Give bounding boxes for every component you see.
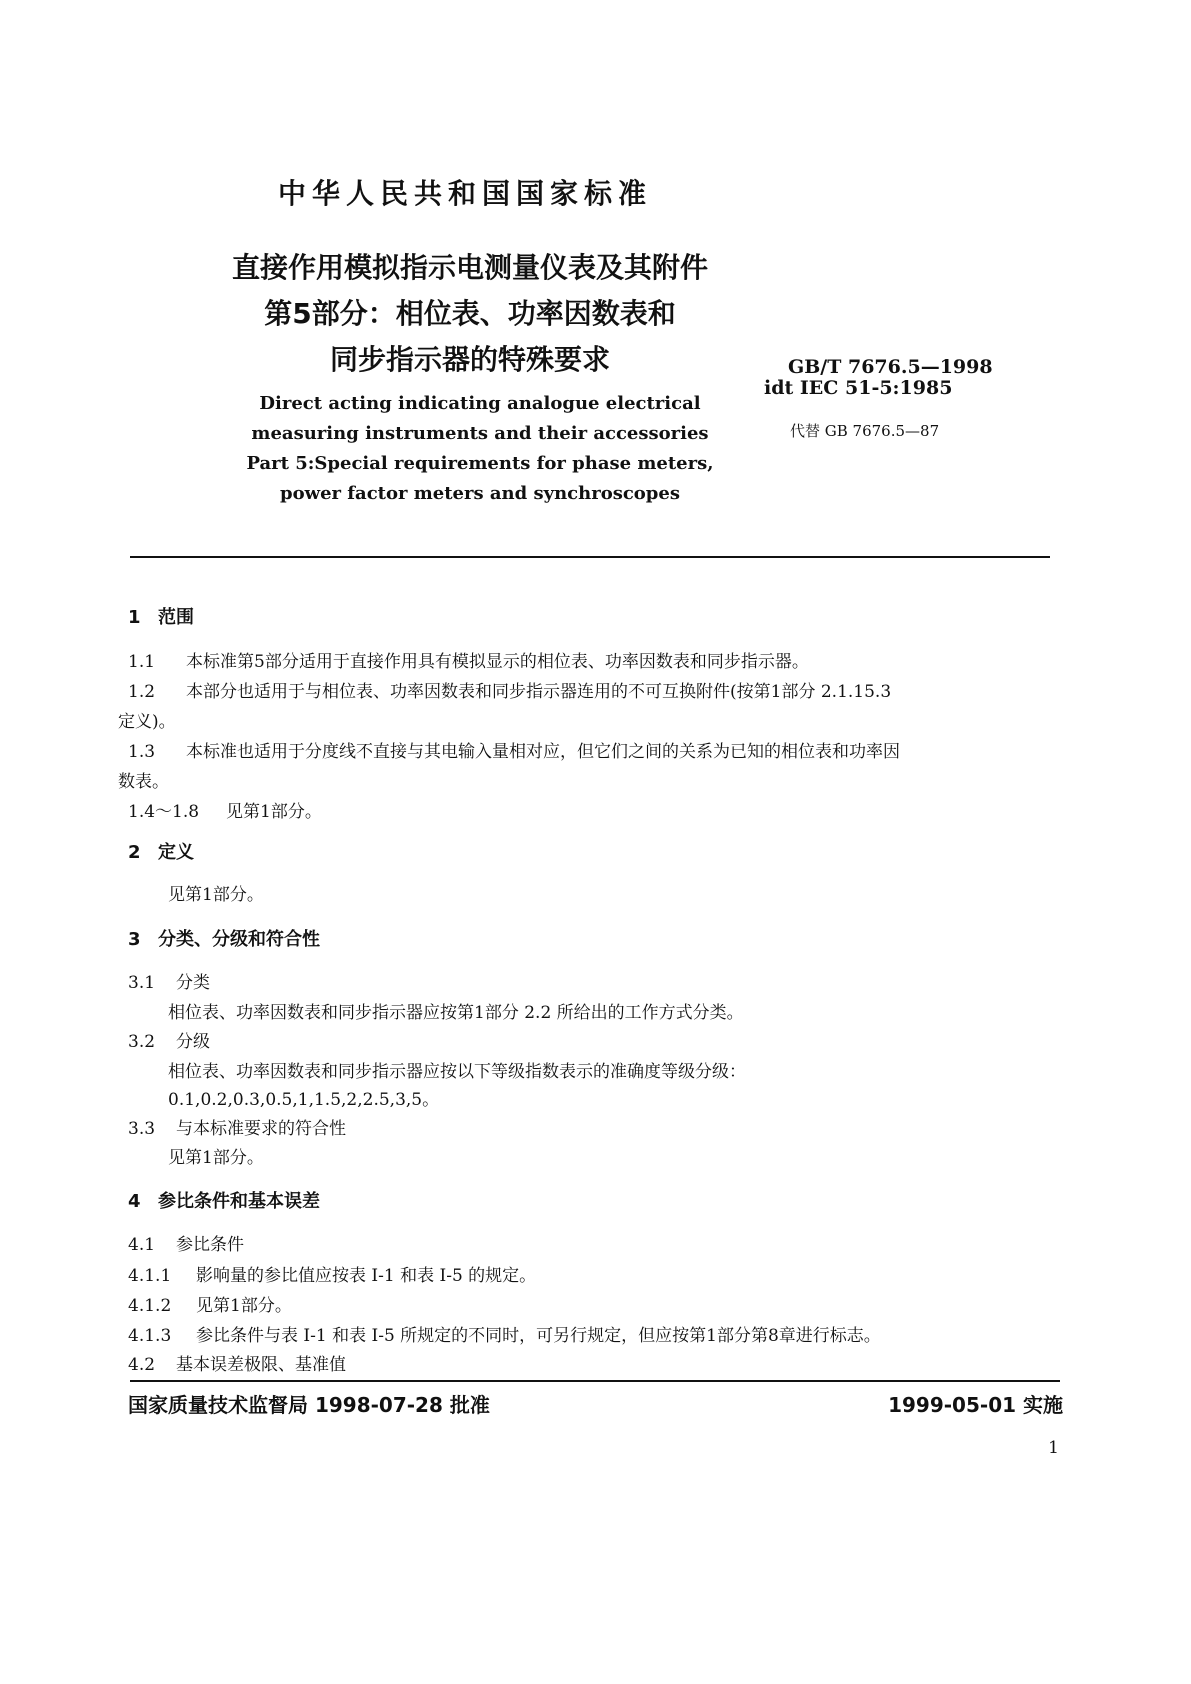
clause-3-3-text: 见第1部分。	[168, 1148, 264, 1168]
section-2-text: 见第1部分。	[168, 885, 264, 905]
clause-4-1-3: 4.1.3 参比条件与表 I-1 和表 I-5 所规定的不同时，可另行规定，但应按第1部分第8章进行标志。	[128, 1326, 881, 1346]
section-1-heading: 1 范围	[128, 607, 194, 628]
clause-4-1-heading: 4.1 参比条件	[128, 1235, 244, 1255]
title-en-line-4: power factor meters and synchroscopes	[280, 483, 680, 504]
clause-1-4-8: 1.4～1.8 见第1部分。	[128, 802, 322, 822]
clause-1-3: 1.3 本标准也适用于分度线不直接与其电输入量相对应，但它们之间的关系为已知的相位表和功率因	[128, 742, 900, 762]
clause-3-3-heading: 3.3 与本标准要求的符合性	[128, 1119, 346, 1139]
title-cn-line-3: 同步指示器的特殊要求	[329, 343, 610, 376]
clause-1-2-cont: 定义)。	[118, 712, 176, 732]
national-standard-heading: 中华人民共和国国家标准	[277, 177, 652, 210]
clause-3-2-text: 相位表、功率因数表和同步指示器应按以下等级指数表示的准确度等级分级：	[168, 1062, 746, 1082]
standard-code: GB/T 7676.5—1998	[788, 356, 993, 378]
section-4-heading: 4 参比条件和基本误差	[128, 1191, 320, 1212]
header-divider	[130, 556, 1050, 558]
section-3-heading: 3 分类、分级和符合性	[128, 929, 320, 950]
title-cn-line-2: 第5部分：相位表、功率因数表和	[264, 297, 676, 330]
page-number: 1	[1048, 1438, 1059, 1458]
clause-4-1-1: 4.1.1 影响量的参比值应按表 I-1 和表 I-5 的规定。	[128, 1266, 537, 1286]
title-en-line-1: Direct acting indicating analogue electrical	[259, 393, 701, 414]
clause-1-2: 1.2 本部分也适用于与相位表、功率因数表和同步指示器连用的不可互换附件(按第1部分 2.1.15.3	[128, 682, 892, 702]
footer-divider	[130, 1380, 1060, 1382]
clause-3-1-text: 相位表、功率因数表和同步指示器应按第1部分 2.2 所给出的工作方式分类。	[168, 1003, 744, 1023]
title-cn-line-1: 直接作用模拟指示电测量仪表及其附件	[231, 251, 708, 284]
approval-line: 国家质量技术监督局 1998-07-28 批准	[128, 1393, 490, 1417]
title-en-line-3: Part 5:Special requirements for phase meters,	[246, 453, 714, 474]
clause-4-2-heading: 4.2 基本误差极限、基准值	[128, 1355, 346, 1375]
title-en-line-2: measuring instruments and their accessories	[251, 423, 709, 444]
clause-3-2-heading: 3.2 分级	[128, 1032, 210, 1052]
clause-3-2-classes: 0.1,0.2,0.3,0.5,1,1.5,2,2.5,3,5。	[168, 1090, 440, 1110]
clause-4-1-2: 4.1.2 见第1部分。	[128, 1296, 292, 1316]
clause-3-1-heading: 3.1 分类	[128, 973, 210, 993]
replaces-reference: 代替 GB 7676.5—87	[790, 422, 940, 440]
implementation-date: 1999-05-01 实施	[888, 1393, 1063, 1417]
clause-1-1: 1.1 本标准第5部分适用于直接作用具有模拟显示的相位表、功率因数表和同步指示器。	[128, 652, 809, 672]
section-2-heading: 2 定义	[128, 842, 194, 863]
idt-reference: idt IEC 51-5:1985	[764, 377, 953, 399]
clause-1-3-cont: 数表。	[118, 772, 169, 792]
